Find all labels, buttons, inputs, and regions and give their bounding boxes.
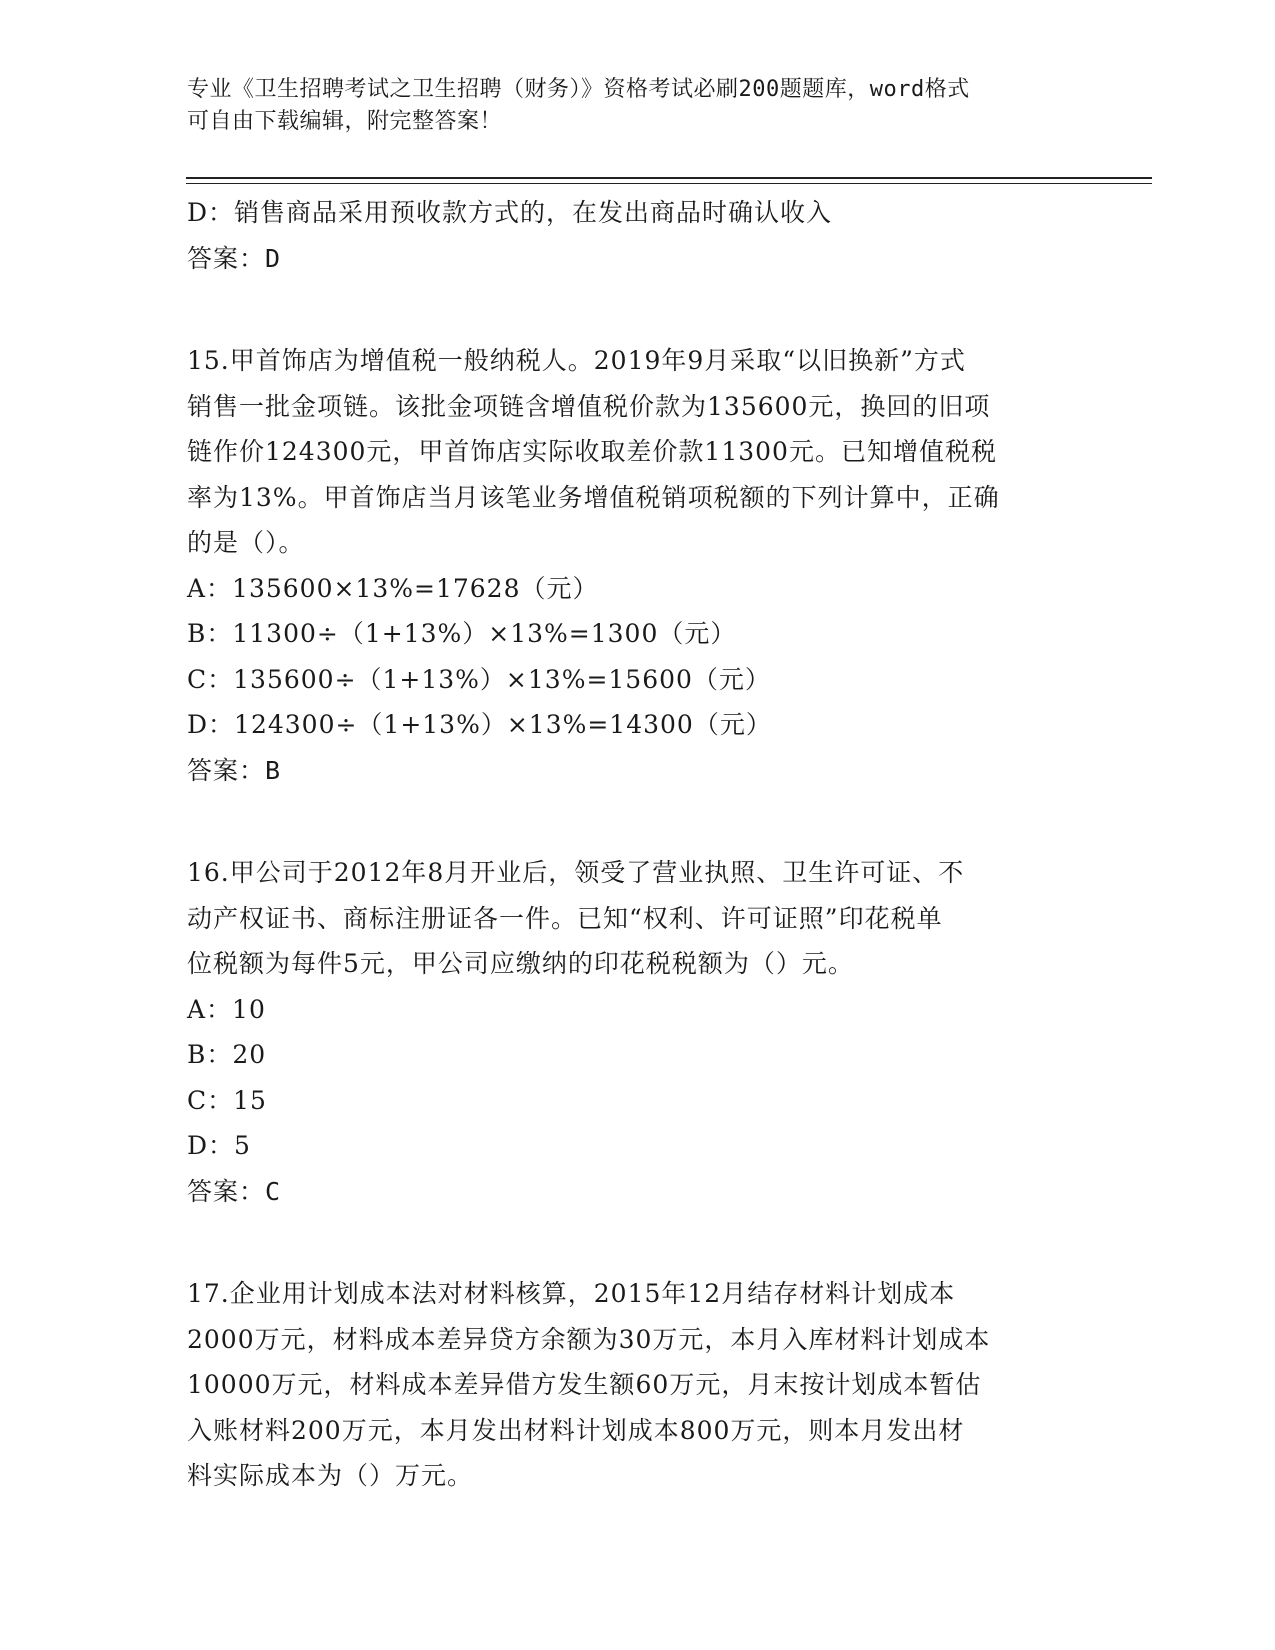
question-15-text-line: 率为13%。甲首饰店当月该笔业务增值税销项税额的下列计算中，正确 xyxy=(187,482,1000,512)
question-16-text-line: 动产权证书、商标注册证各一件。已知“权利、许可证照”印花税单 xyxy=(187,903,943,933)
header-title-line-2: 可自由下载编辑，附完整答案！ xyxy=(187,109,503,134)
question-15-text-line: 15.甲首饰店为增值税一般纳税人。2019年9月采取“以旧换新”方式 xyxy=(187,346,966,375)
header-title-line-1: 专业《卫生招聘考试之卫生招聘（财务）》资格考试必刷200题题库，word格式 xyxy=(187,77,970,102)
question-16-text-line: 位税额为每件5元，甲公司应缴纳的印花税税额为（）元。 xyxy=(187,949,854,978)
question-16-option-d: D：5 xyxy=(187,1131,251,1160)
question-16-answer: 答案：C xyxy=(187,1176,282,1206)
question-16-text-line: 16.甲公司于2012年8月开业后，领受了营业执照、卫生许可证、不 xyxy=(187,858,965,887)
header-rule-thin xyxy=(186,183,1152,184)
question-16 xyxy=(187,850,1087,1214)
question-14-option-d: D：销售商品采用预收款方式的，在发出商品时确认收入 xyxy=(187,198,833,227)
question-15-option-d: D：124300÷（1+13%）×13%=14300（元） xyxy=(187,710,772,739)
question-15-answer: 答案：B xyxy=(187,755,282,785)
question-content xyxy=(187,190,1087,1499)
question-17-text-line: 料实际成本为（）万元。 xyxy=(187,1461,474,1490)
question-14-answer: 答案：D xyxy=(187,243,282,273)
question-16-option-c: C：15 xyxy=(187,1085,267,1115)
question-17-text-line: 入账材料200万元，本月发出材料计划成本800万元，则本月发出材 xyxy=(187,1415,965,1445)
question-16-option-a: A：10 xyxy=(187,994,266,1024)
question-17-text-line: 17.企业用计划成本法对材料核算，2015年12月结存材料计划成本 xyxy=(187,1279,956,1308)
question-17 xyxy=(187,1271,1087,1499)
question-15-text-line: 的是（）。 xyxy=(187,528,305,557)
question-17-text-line: 10000万元，材料成本差异借方发生额60万元，月末按计划成本暂估 xyxy=(187,1370,982,1399)
question-15-option-c: C：135600÷（1+13%）×13%=15600（元） xyxy=(187,664,771,694)
question-15 xyxy=(187,338,1087,793)
question-17-text-line: 2000万元，材料成本差异贷方余额为30万元，本月入库材料计划成本 xyxy=(187,1324,991,1354)
question-15-option-b: B：11300÷（1+13%）×13%=1300（元） xyxy=(187,619,737,648)
header-rule-thick xyxy=(186,177,1152,179)
question-15-text-line: 链作价124300元，甲首饰店实际收取差价款11300元。已知增值税税 xyxy=(187,437,997,466)
question-15-option-a: A：135600×13%=17628（元） xyxy=(187,573,599,603)
question-16-option-b: B：20 xyxy=(187,1040,267,1069)
page-header xyxy=(187,74,1087,138)
question-14-tail xyxy=(187,190,1087,281)
question-15-text-line: 销售一批金项链。该批金项链含增值税价款为135600元，换回的旧项 xyxy=(187,391,991,421)
